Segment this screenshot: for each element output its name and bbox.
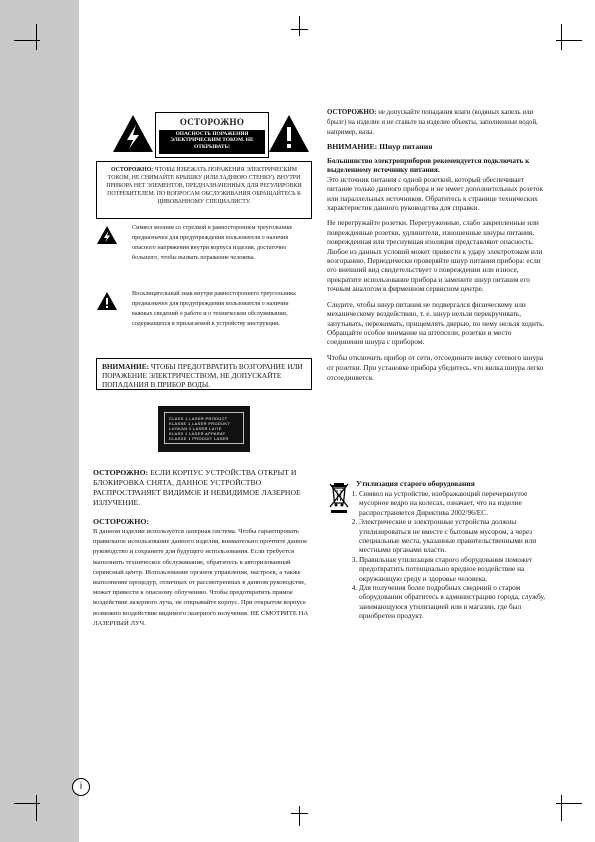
crop-mark bbox=[561, 795, 562, 821]
crop-mark bbox=[36, 24, 37, 50]
disposal-item: 2. Электрические и электронные устройства должны утилизироваться не вместе с бытовым мусором, а через специальные места, указанные правительственными или местными органами власти. bbox=[359, 517, 550, 555]
liquid-warning bbox=[327, 108, 549, 138]
shock-warning-label bbox=[111, 112, 311, 156]
crop-mark bbox=[299, 16, 300, 36]
disposal-heading: Утилизация старого оборудования bbox=[356, 479, 475, 488]
crop-mark bbox=[14, 40, 40, 41]
laser-label-line: KLASS 1 LASER APPARAT bbox=[169, 431, 226, 437]
laser-caution-section bbox=[93, 516, 315, 629]
crop-mark bbox=[36, 795, 37, 821]
lightning-explanation bbox=[96, 223, 312, 277]
disposal-item: 1. Символ на устройстве, изображающий перечеркнутое мусорное ведро на колесах, означает, что на изделие распространяется Директива 2002/96/EC. bbox=[359, 489, 550, 517]
exclamation-explanation bbox=[96, 289, 312, 343]
attention-text: ЧТОБЫ ПРЕДОТВРАТИТЬ ВОЗГОРАНИЕ ИЛИ ПОРАЖЕНИЕ ЭЛЕКТРИЧЕСТВОМ, НЕ ДОПУСКАЙТЕ ПОПАДАНИЯ В ПРИБОР ВОДЫ. bbox=[102, 362, 303, 389]
laser-label-line: LUOKAN 1 LASER LAITE bbox=[169, 426, 222, 432]
crop-mark bbox=[299, 806, 300, 826]
open-case-warning bbox=[93, 468, 315, 508]
disposal-item: 3. Правильная утилизация старого оборудования поможет предотвратить потенциально вредное воздействие на окружающую среду и здоровье человека. bbox=[359, 555, 550, 583]
open-case-text: ЕСЛИ КОРПУС УСТРОЙСТВА ОТКРЫТ И БЛОКИРОВКА СНЯТА, ДАННОЕ УСТРОЙСТВО РАСПРОСТРАНЯЕТ ВИДИМОЕ И НЕВИДИМОЕ ЛАЗЕРНОЕ ИЗЛУЧЕНИЕ. bbox=[93, 468, 301, 507]
exclamation-text: Восклицательный знак внутри равностороннего треугольника предназначен для предупреждения пользователя о наличии важных сведений о работе и о техническом обслуживании, содержащихся в прилагаемой к устройству инструкции. bbox=[132, 290, 296, 327]
crop-mark bbox=[556, 40, 582, 41]
laser-class-label bbox=[158, 406, 250, 452]
page-side-band bbox=[0, 0, 79, 842]
exclamation-triangle-icon bbox=[267, 112, 311, 156]
crop-mark bbox=[291, 813, 308, 814]
laser-caution-body: В данном изделии используется лазерная система. Чтобы гарантировать правильное использование данного изделия, внимательно прочтите данное руководство и сохраните для будущего использования. Если требуется выполнить техническое обслуживание, обратитесь в авторизованный сервисный центр. Использование органов управления, настроек, а также выполнение процедур, отличных от рассмотренных в данном руководстве, может привести к опасному облучению. Чтобы предотвратить прямое воздействие лазерного луча, не открывайте корпус. При открытом корпусе возможно воздействие видимого лазерного излучения. НЕ СМОТРИТЕ НА ЛАЗЕРНЫЙ ЛУЧ. bbox=[93, 528, 309, 627]
crop-mark bbox=[556, 803, 582, 804]
crop-mark bbox=[291, 29, 308, 30]
open-case-label: ОСТОРОЖНО: bbox=[93, 468, 149, 477]
exclamation-triangle-icon bbox=[96, 291, 118, 311]
lightning-text: Символ молнии со стрелкой в равностороннем треугольнике предназначен для предупреждения пользователя о наличия опасного напряжения внутри корпуса изделия, достаточно большого, чтобы вызвать поражение человека. bbox=[132, 224, 293, 261]
power-paragraph: Это источник питания с одной розеткой, который обеспечивает питание только данного прибора и не имеет дополнительных розеток или параллельных источников. Обратитесь к странице технических характеристик данного руководства для справки. bbox=[327, 174, 544, 213]
power-bold-text: Большинство электроприборов рекомендуется подключать к выделенному источнику питания. bbox=[327, 156, 530, 175]
laser-label-line: CLASSE 1 PRODUIT LASER bbox=[169, 436, 229, 442]
attention-box bbox=[96, 358, 312, 390]
liquid-text: не допускайте попадания влаги (водяных капель или брызг) на изделие и не ставьте на изделие объекты, заполненные водой, например, вазы. bbox=[327, 109, 538, 136]
disposal-item: 4. Для получения более подробных сведений о старом оборудовании обратитесь в администрацию города, службу, занимающуюся утилизацией или в магазин, где был приобретен продукт. bbox=[359, 583, 550, 621]
power-heading: ВНИМАНИЕ: Шнур питания bbox=[327, 142, 433, 151]
laser-label-line: CLASS 1 LASER PRODUCT bbox=[169, 416, 228, 421]
liquid-label: ОСТОРОЖНО: bbox=[327, 109, 377, 116]
crop-mark bbox=[14, 803, 40, 804]
lightning-triangle-icon bbox=[111, 112, 155, 156]
disposal-section bbox=[356, 479, 550, 621]
caution-label: ОСТОРОЖНО: bbox=[110, 167, 154, 173]
attention-label: ВНИМАНИЕ: bbox=[102, 362, 150, 371]
crop-mark bbox=[561, 24, 562, 50]
power-cord-section bbox=[327, 142, 549, 384]
lightning-triangle-icon bbox=[96, 225, 118, 245]
caution-box bbox=[96, 161, 312, 219]
laser-label-line: KLASSE 1 LASER PRODUKT bbox=[169, 421, 231, 427]
power-paragraph: Следите, чтобы шнур питания не подвергался физическому или механическому воздействию, т. е. шнур нельзя перекручивать, запутывать, пережимать, прищемлять дверью, по нему нельзя ходить. Обращайте особое внимание на штепсели, розетки и место соединения шнура с прибором. bbox=[327, 299, 545, 347]
laser-caution-heading: ОСТОРОЖНО: bbox=[93, 517, 149, 526]
power-paragraph: Чтобы отключить прибор от сети, отсоедините вилку сетевого шнура от розетки. При установке прибора убедитесь, что вилка шнура легко отсоединяется. bbox=[327, 352, 544, 383]
page-number: i bbox=[72, 778, 90, 796]
warning-subtitle: ОПАСНОСТЬ ПОРАЖЕНИЯ ЭЛЕКТРИЧЕСКИМ ТОКОМ. НЕ ОТКРЫВАТЬ! bbox=[159, 130, 265, 154]
warning-title: ОСТОРОЖНО bbox=[179, 117, 245, 127]
power-paragraph: Не перегружайте розетки. Перегруженные, слабо закрепленные или поврежденные розетки, удлинители, изношенные шнуры питания, поврежденная или треснувшая изоляция представляют опасность. Любое из данных условий может привести к удару электротоком или возгоранию. Периодически проверяйте шнур питания прибора: если его внешний вид свидетельствует о повреждении или износе, прекратите использование прибора и замените шнур питания его точным аналогом в фирменном сервисном центре. bbox=[327, 218, 543, 294]
caution-text: ЧТОБЫ ИЗБЕЖАТЬ ПОРАЖЕНИЯ ЭЛЕКТРИЧЕСКИМ ТОКОМ, НЕ СНИМАЙТЕ КРЫШКУ (ИЛИ ЗАДНЮЮ СТЕНКУ). ВНУТРИ ПРИБОРА НЕТ ЭЛЕМЕНТОВ, ПРЕДНАЗНАЧЕННЫХ ДЛЯ РЕГУЛИРОВКИ ПОТРЕБИТЕЛЕМ. ПО ВОПРОСАМ ОБСЛУЖИВАНИЯ ОБРАЩАЙТЕСЬ К ЦИВОВАННОМУ СПЕЦИАЛИСТУ. bbox=[106, 167, 302, 205]
